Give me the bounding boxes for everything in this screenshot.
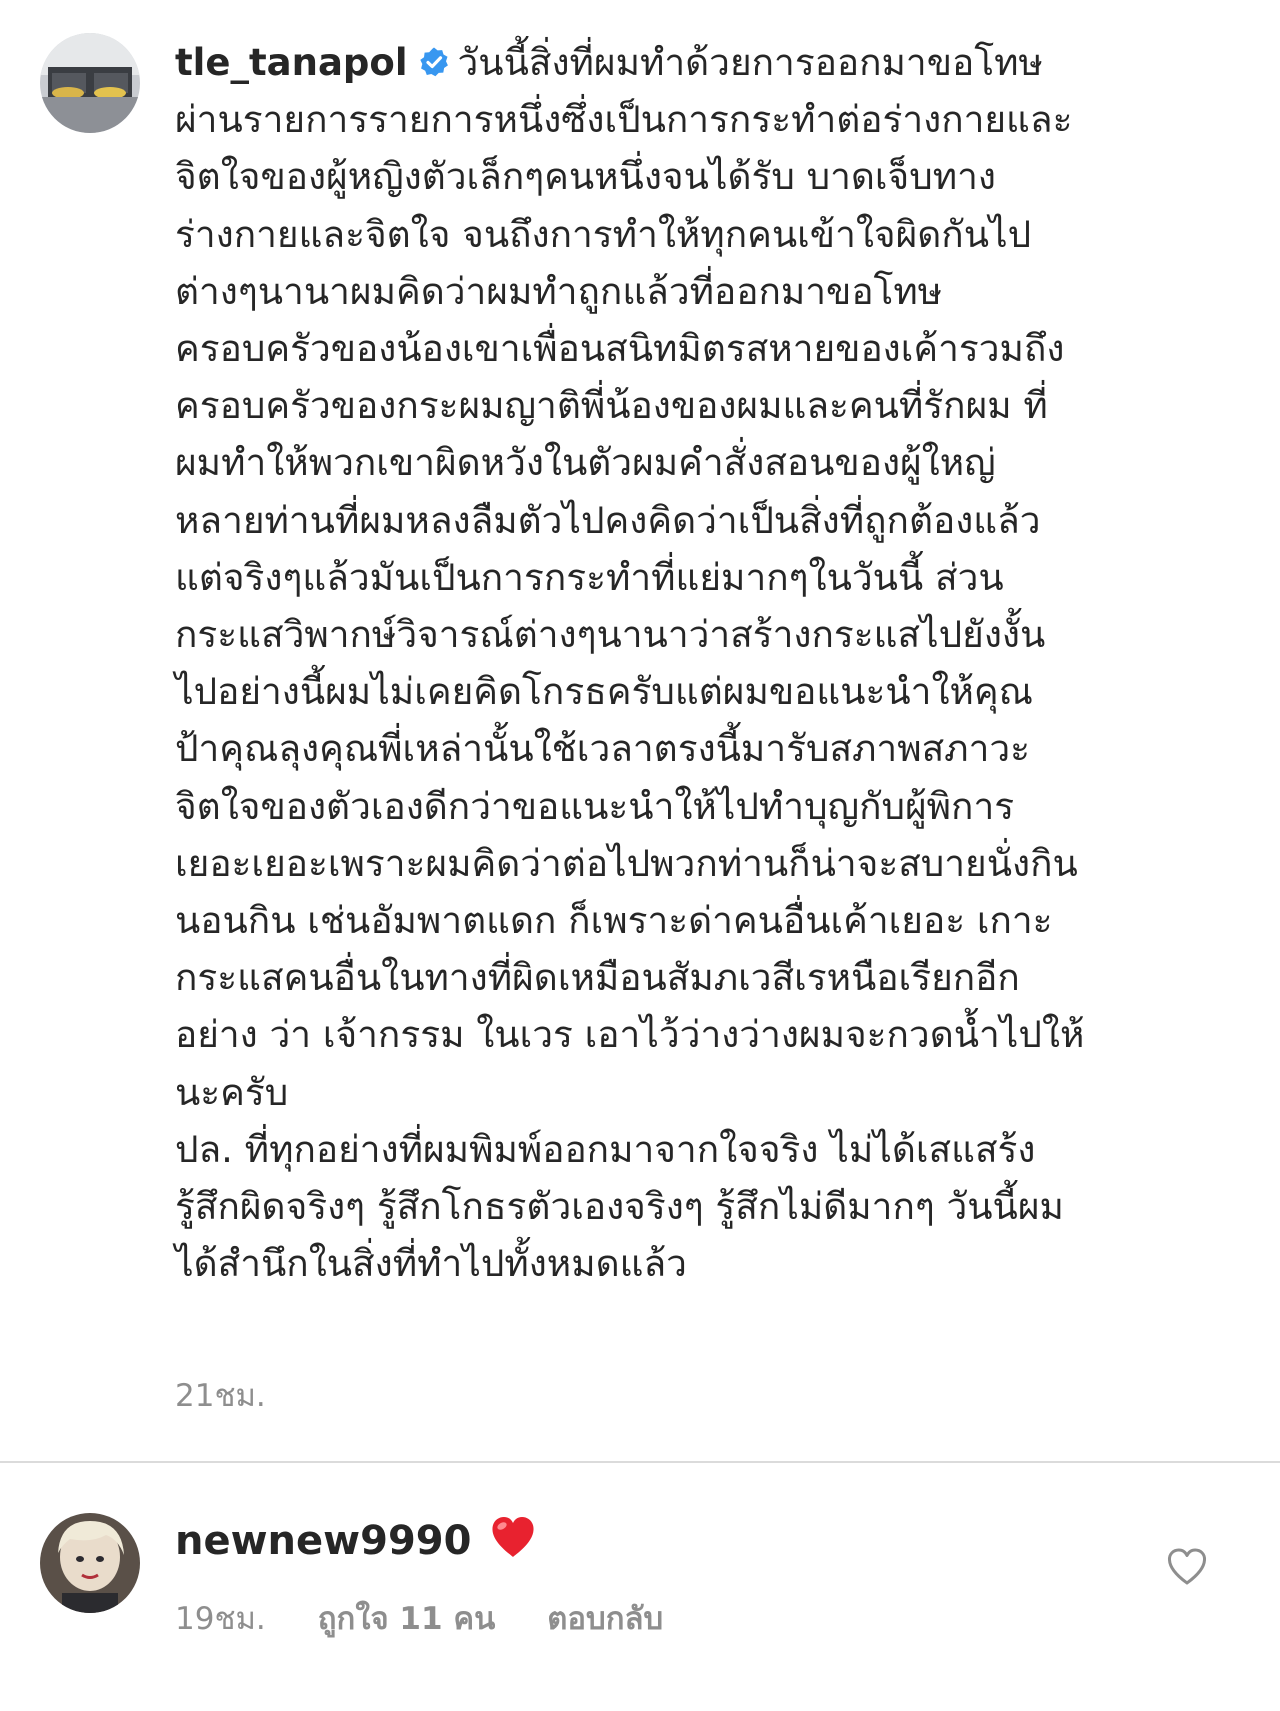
commenter-avatar[interactable]	[40, 1513, 140, 1613]
comment-like-count[interactable]: ถูกใจ 11 คน	[317, 1601, 496, 1637]
caption-line: แต่จริงๆแล้วมันเป็นการกระทำที่แย่มากๆในวันนี้ ส่วน	[175, 555, 1004, 599]
caption-line: ได้สำนึกในสิ่งที่ทำไปทั้งหมดแล้ว	[175, 1242, 687, 1286]
verified-badge-icon	[418, 46, 450, 78]
post-caption	[175, 34, 1245, 1292]
caption-line: จิตใจของผู้หญิงตัวเล็กๆคนหนึ่งจนได้รับ บาดเจ็บทาง	[175, 155, 996, 199]
avatar-photo	[40, 1513, 140, 1613]
caption-line: ผ่านรายการรายการหนึ่งซึ่งเป็นการกระทำต่อร่างกายและ	[175, 98, 1073, 142]
post-author-avatar[interactable]	[40, 33, 140, 133]
caption-line: ไปอย่างนี้ผมไม่เคยคิดโกรธครับแต่ผมขอแนะนำให้คุณ	[175, 670, 1033, 714]
avatar-photo	[40, 33, 140, 133]
caption-first-line	[175, 34, 1245, 91]
caption-line: ต่างๆนานาผมคิดว่าผมทำถูกแล้วที่ออกมาขอโทษ	[175, 269, 943, 313]
caption-line: นะครับ	[175, 1070, 289, 1114]
caption-line: อย่าง ว่า เจ้ากรรม ในเวร เอาไว้ว่างว่างผมจะกวดน้ำไปให้	[175, 1013, 1085, 1057]
comment-username[interactable]: newnew9990	[175, 1518, 472, 1564]
caption-line: กระแสคนอื่นในทางที่ผิดเหมือนสัมภเวสีเรหนือเรียกอีก	[175, 956, 1020, 1000]
post-timestamp[interactable]: 21ชม.	[175, 1378, 266, 1414]
caption-line: กระแสวิพากษ์วิจารณ์ต่างๆนานาว่าสร้างกระแสไปยังงั้น	[175, 613, 1046, 657]
caption-line: จิตใจของตัวเองดีกว่าขอแนะนำให้ไปทำบุญกับผู้พิการ	[175, 784, 1015, 828]
caption-line: ร่างกายและจิตใจ จนถึงการทำให้ทุกคนเข้าใจผิดกันไป	[175, 212, 1032, 256]
comment-item	[0, 1463, 1280, 1711]
comment-timestamp[interactable]: 19ชม.	[175, 1601, 266, 1637]
caption-line: เยอะเยอะเพราะผมคิดว่าต่อไปพวกท่านก็น่าจะสบายนั่งกิน	[175, 841, 1078, 885]
caption-line: วันนี้สิ่งที่ผมทำด้วยการออกมาขอโทษ	[457, 41, 1043, 84]
caption-line: นอนกิน เช่นอัมพาตแดก ก็เพราะด่าคนอื่นเค้าเยอะ เกาะ	[175, 899, 1053, 943]
caption-line: ครอบครัวของกระผมญาติพี่น้องของผมและคนที่รักผม ที่	[175, 384, 1048, 428]
caption-line: ปล. ที่ทุกอย่างที่ผมพิมพ์ออกมาจากใจจริง ไม่ได้เสแสร้ง	[175, 1127, 1036, 1171]
caption-line: รู้สึกผิดจริงๆ รู้สึกโกธรตัวเองจริงๆ รู้สึกไม่ดีมากๆ วันนี้ผม	[175, 1185, 1064, 1229]
caption-line: ป้าคุณลุงคุณพี่เหล่านั้นใช้เวลาตรงนี้มารับสภาพสภาวะ	[175, 727, 1030, 771]
comment-text	[175, 1511, 537, 1571]
caption-line: หลายท่านที่ผมหลงลืมตัวไปคงคิดว่าเป็นสิ่งที่ถูกต้องแล้ว	[175, 498, 1041, 542]
post-username[interactable]: tle_tanapol	[175, 41, 408, 84]
red-heart-emoji	[489, 1514, 537, 1560]
reply-button[interactable]: ตอบกลับ	[547, 1601, 664, 1637]
comment-meta	[175, 1593, 715, 1643]
caption-line: ผมทำให้พวกเขาผิดหวังในตัวผมคำสั่งสอนของผู้ใหญ่	[175, 441, 996, 485]
heart-outline-icon[interactable]	[1165, 1545, 1209, 1589]
caption-line: ครอบครัวของน้องเขาเพื่อนสนิทมิตรสหายของเค้ารวมถึง	[175, 327, 1065, 371]
